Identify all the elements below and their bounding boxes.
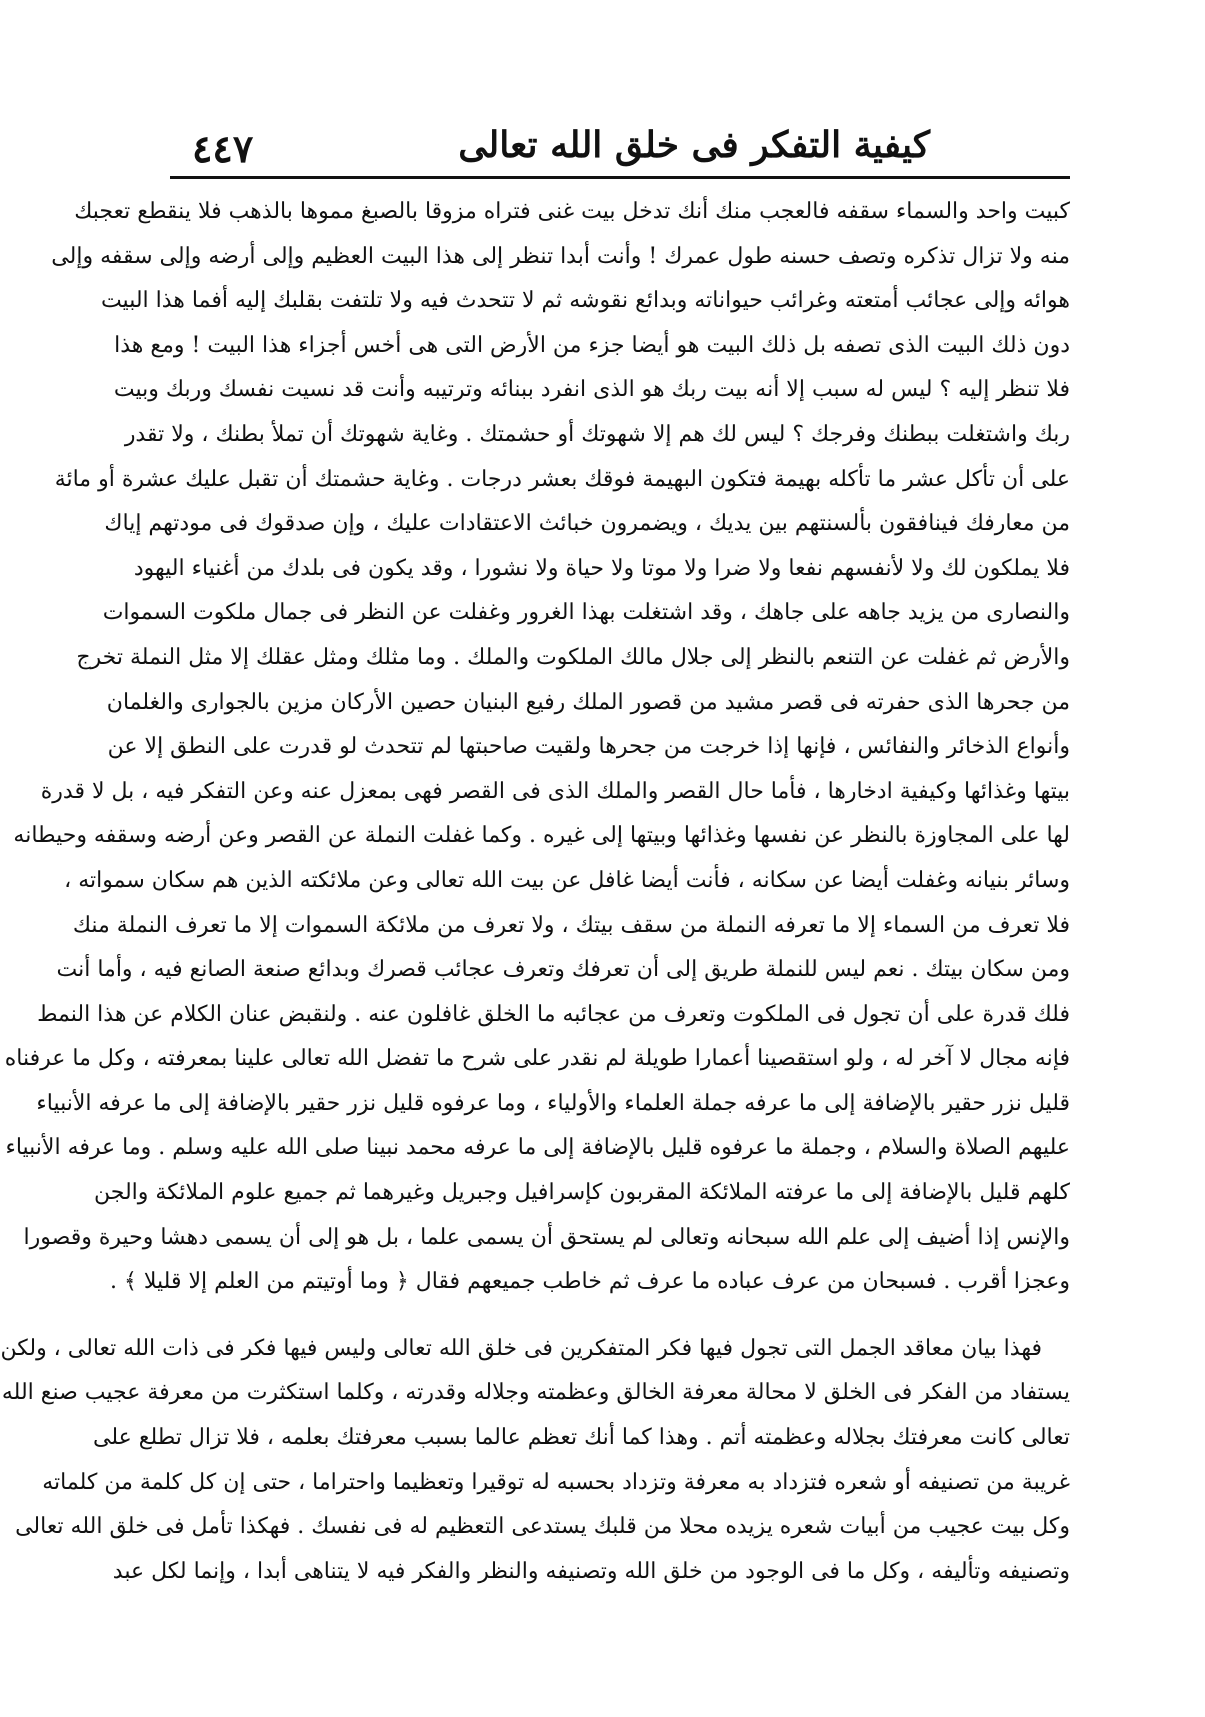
text-line: كلهم قليل بالإضافة إلى ما عرفته الملائكة المقربون كإسرافيل وجبريل وغيرهما ثم جميع علوم الملائكة والجن: [94, 1180, 1070, 1206]
body-text: [0, 190, 1070, 1594]
text-line: فلا تعرف من السماء إلا ما تعرفه النملة من سقف بيتك ، ولا تعرف من ملائكة السموات إلا ما تعرف النملة منك: [72, 912, 1070, 938]
text-line: هوائه وإلى عجائب أمتعته وغرائب حيواناته وبدائع نقوشه ثم لا تتحدث فيه ولا تلتفت بقلبك إليه أفما هذا البيت: [100, 288, 1070, 314]
text-line: وعجزا أقرب . فسبحان من عرف عباده ما عرف ثم خاطب جميعهم فقال ﴿ وما أوتيتم من العلم إلا قليلا ﴾ .: [110, 1269, 1070, 1295]
text-line: دون ذلك البيت الذى تصفه بل ذلك البيت هو أيضا جزء من الأرض التى هى أخس أجزاء هذا البيت ! ومع هذا: [114, 332, 1070, 358]
text-line: فهذا بيان معاقد الجمل التى تجول فيها فكر المتفكرين فى خلق الله تعالى وليس فيها فكر فى ذات الله تعالى ، ولكن: [0, 1335, 1042, 1361]
text-line: وسائر بنيانه وغفلت أيضا عن سكانه ، فأنت أيضا غافل عن بيت الله تعالى وعن ملائكته الذين هم سكان سمواته ،: [64, 867, 1070, 893]
text-line: تعالى كانت معرفتك بجلاله وعظمته أتم . وهذا كما أنك تعظم عالما بسبب معرفتك بعلمه ، فلا تزال تطلع على: [93, 1425, 1070, 1451]
text-line: من جحرها الذى حفرته فى قصر مشيد من قصور الملك رفيع البنيان حصين الأركان مزين بالجوارى والغلمان: [106, 689, 1070, 715]
text-line: فلا تنظر إليه ؟ ليس له سبب إلا أنه بيت ربك هو الذى انفرد ببنائه وترتيبه وأنت قد نسيت نفسك وربك وبيت: [113, 377, 1070, 403]
page-header: [170, 120, 1070, 176]
text-line: وتصنيفه وتأليفه ، وكل ما فى الوجود من خلق الله وتصنيفه والنظر والفكر فيه لا يتناهى أبدا ، وإنما لكل عبد: [112, 1558, 1070, 1584]
text-line: وأنواع الذخائر والنفائس ، فإنها إذا خرجت من جحرها ولقيت صاحبتها لم تتحدث لو قدرت على النطق إلا عن: [107, 734, 1070, 760]
text-line: ومن سكان بيتك . نعم ليس للنملة طريق إلى أن تعرفك وتعرف عجائب قصرك وبدائع صنعة الصانع فيه ، وأما أنت: [56, 957, 1070, 983]
text-line: والنصارى من يزيد جاهه على جاهك ، وقد اشتغلت بهذا الغرور وغفلت عن النظر فى جمال ملكوت السموات: [102, 600, 1070, 626]
page-number: ٤٤٧: [192, 126, 254, 171]
text-line: فإنه مجال لا آخر له ، ولو استقصينا أعمارا طويلة لم نقدر على شرح ما تفضل الله تعالى علينا بمعرفته ، وكل ما عرفناه: [4, 1046, 1070, 1072]
text-line: منه ولا تزال تذكره وتصف حسنه طول عمرك ! وأنت أبدا تنظر إلى هذا البيت العظيم وإلى أرضه وإلى سقفه وإلى: [51, 243, 1070, 269]
text-line: كبيت واحد والسماء سقفه فالعجب منك أنك تدخل بيت غنى فتراه مزوقا بالصبغ مموها بالذهب فلا ينقطع تعجبك: [74, 199, 1070, 224]
text-line: على أن تأكل عشر ما تأكله بهيمة فتكون البهيمة فوقك بعشر درجات . وغاية حشمتك أن تقبل عليك عشرة أو مائة: [54, 466, 1070, 492]
text-line: فلا يملكون لك ولا لأنفسهم نفعا ولا ضرا ولا موتا ولا حياة ولا نشورا ، وقد يكون فى بلدك من أغنياء اليهود: [133, 555, 1070, 581]
text-line: لها على المجاوزة بالنظر عن نفسها وغذائها وبيتها إلى غيره . وكما غفلت النملة عن القصر وعن أرضه وسقفه وحيطانه: [13, 823, 1070, 849]
text-line: وكل بيت عجيب من أبيات شعره يزيده محلا من قلبك يستدعى التعظيم له فى نفسك . فهكذا تأمل فى خلق الله تعالى: [15, 1514, 1070, 1540]
text-line: من معارفك فينافقون بألسنتهم بين يديك ، ويضمرون خبائث الاعتقادات عليك ، وإن صدقوك فى مودتهم إياك: [104, 511, 1070, 537]
text-line: يستفاد من الفكر فى الخلق لا محالة معرفة الخالق وعظمته وجلاله وقدرته ، وكلما استكثرت من معرفة عجيب صنع الله: [1, 1380, 1070, 1406]
text-line: غريبة من تصنيفه أو شعره فتزداد به معرفة وتزداد بحسبه له توقيرا وتعظيما واحتراما ، حتى إن كل كلمة من كلماته: [42, 1469, 1070, 1495]
header-rule: [170, 176, 1070, 179]
text-line: عليهم الصلاة والسلام ، وجملة ما عرفوه قليل بالإضافة إلى ما عرفه محمد نبينا صلى الله عليه وسلم . وما عرفه الأنبياء: [5, 1135, 1070, 1161]
text-line: قليل نزر حقير بالإضافة إلى ما عرفه جملة العلماء والأولياء ، وما عرفوه قليل نزر حقير بالإضافة إلى ما عرفه الأنبياء: [36, 1090, 1070, 1116]
text-line: والأرض ثم غفلت عن التنعم بالنظر إلى جلال مالك الملكوت والملك . وما مثلك ومثل عقلك إلا مثل النملة تخرج: [76, 644, 1070, 670]
running-title: كيفية التفكر فى خلق الله تعالى: [458, 124, 930, 166]
text-line: بيتها وغذائها وكيفية ادخارها ، فأما حال القصر والملك الذى فى القصر فهى بمعزل عنه وعن التفكر فيه ، بل لا قدرة: [40, 778, 1070, 804]
paragraph-1: [4, 190, 1070, 1305]
text-line: والإنس إذا أضيف إلى علم الله سبحانه وتعالى لم يستحق أن يسمى علما ، بل هو إلى أن يسمى دهشا وحيرة وقصورا: [23, 1224, 1070, 1250]
text-line: فلك قدرة على أن تجول فى الملكوت وتعرف من عجائبه ما الخلق غافلون عنه . ولنقبض عنان الكلام عن هذا النمط: [37, 1001, 1070, 1027]
paragraph-2: [0, 1327, 1070, 1595]
text-line: ربك واشتغلت ببطنك وفرجك ؟ ليس لك هم إلا شهوتك أو حشمتك . وغاية شهوتك أن تملأ بطنك ، ولا تقدر: [124, 421, 1070, 447]
